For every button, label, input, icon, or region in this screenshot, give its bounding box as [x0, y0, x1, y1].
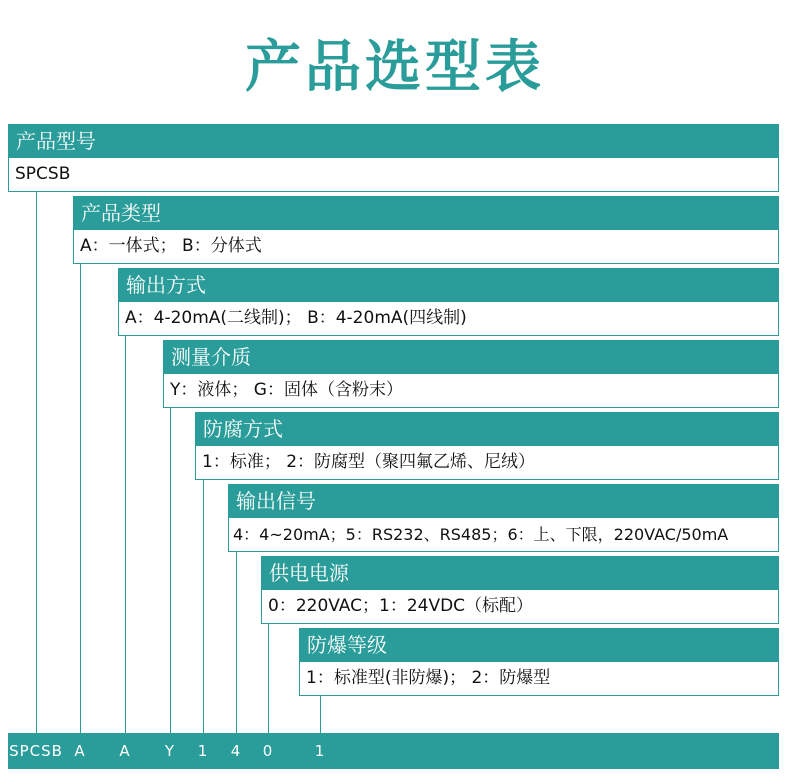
tier-options: 0：220VAC；1：24VDC（标配）: [261, 590, 779, 624]
model-code-row: [8, 733, 779, 769]
tier-header: 防腐方式: [195, 412, 779, 446]
code-power-supply: 0: [262, 742, 274, 760]
code-explosion-proof: 1: [314, 742, 326, 760]
code-output-mode: A: [119, 742, 131, 760]
code-anticorrosion: 1: [197, 742, 209, 760]
tier-medium: [163, 340, 779, 408]
tier-options: 1：标准； 2：防腐型（聚四氟乙烯、尼绒）: [195, 446, 779, 480]
tier-header: 输出信号: [228, 484, 779, 518]
tier-header: 防爆等级: [299, 628, 779, 662]
tier-options: A：4-20mA(二线制)； B：4-20mA(四线制): [118, 302, 779, 336]
connector-line: [36, 192, 37, 733]
tier-header: 测量介质: [163, 340, 779, 374]
tier-explosion-proof: [299, 628, 779, 696]
code-medium: Y: [164, 742, 176, 760]
code-product-model: SPCSB: [9, 742, 63, 760]
tier-options: SPCSB: [8, 158, 779, 192]
tier-header: 产品类型: [73, 196, 779, 230]
connector-line: [268, 624, 269, 733]
connector-line: [125, 336, 126, 733]
tier-output-signal: [228, 484, 779, 552]
tier-power-supply: [261, 556, 779, 624]
connector-line: [203, 480, 204, 733]
connector-line: [80, 264, 81, 733]
tier-options: 1：标准型(非防爆)； 2：防爆型: [299, 662, 779, 696]
tier-options: Y：液体； G：固体（含粉末）: [163, 374, 779, 408]
code-product-type: A: [74, 742, 86, 760]
tier-header: 产品型号: [8, 124, 779, 158]
tier-header: 输出方式: [118, 268, 779, 302]
connector-line: [236, 552, 237, 733]
tier-output-mode: [118, 268, 779, 336]
connector-line: [170, 408, 171, 733]
tier-product-type: [73, 196, 779, 264]
code-output-signal: 4: [230, 742, 242, 760]
connector-line: [320, 696, 321, 733]
tier-options: A：一体式； B：分体式: [73, 230, 779, 264]
tier-header: 供电电源: [261, 556, 779, 590]
tier-anticorrosion: [195, 412, 779, 480]
tier-options: 4：4~20mA；5：RS232、RS485；6：上、下限，220VAC/50mA: [228, 518, 779, 552]
tier-product-model: [8, 124, 779, 192]
page-title: 产品选型表: [245, 35, 545, 100]
